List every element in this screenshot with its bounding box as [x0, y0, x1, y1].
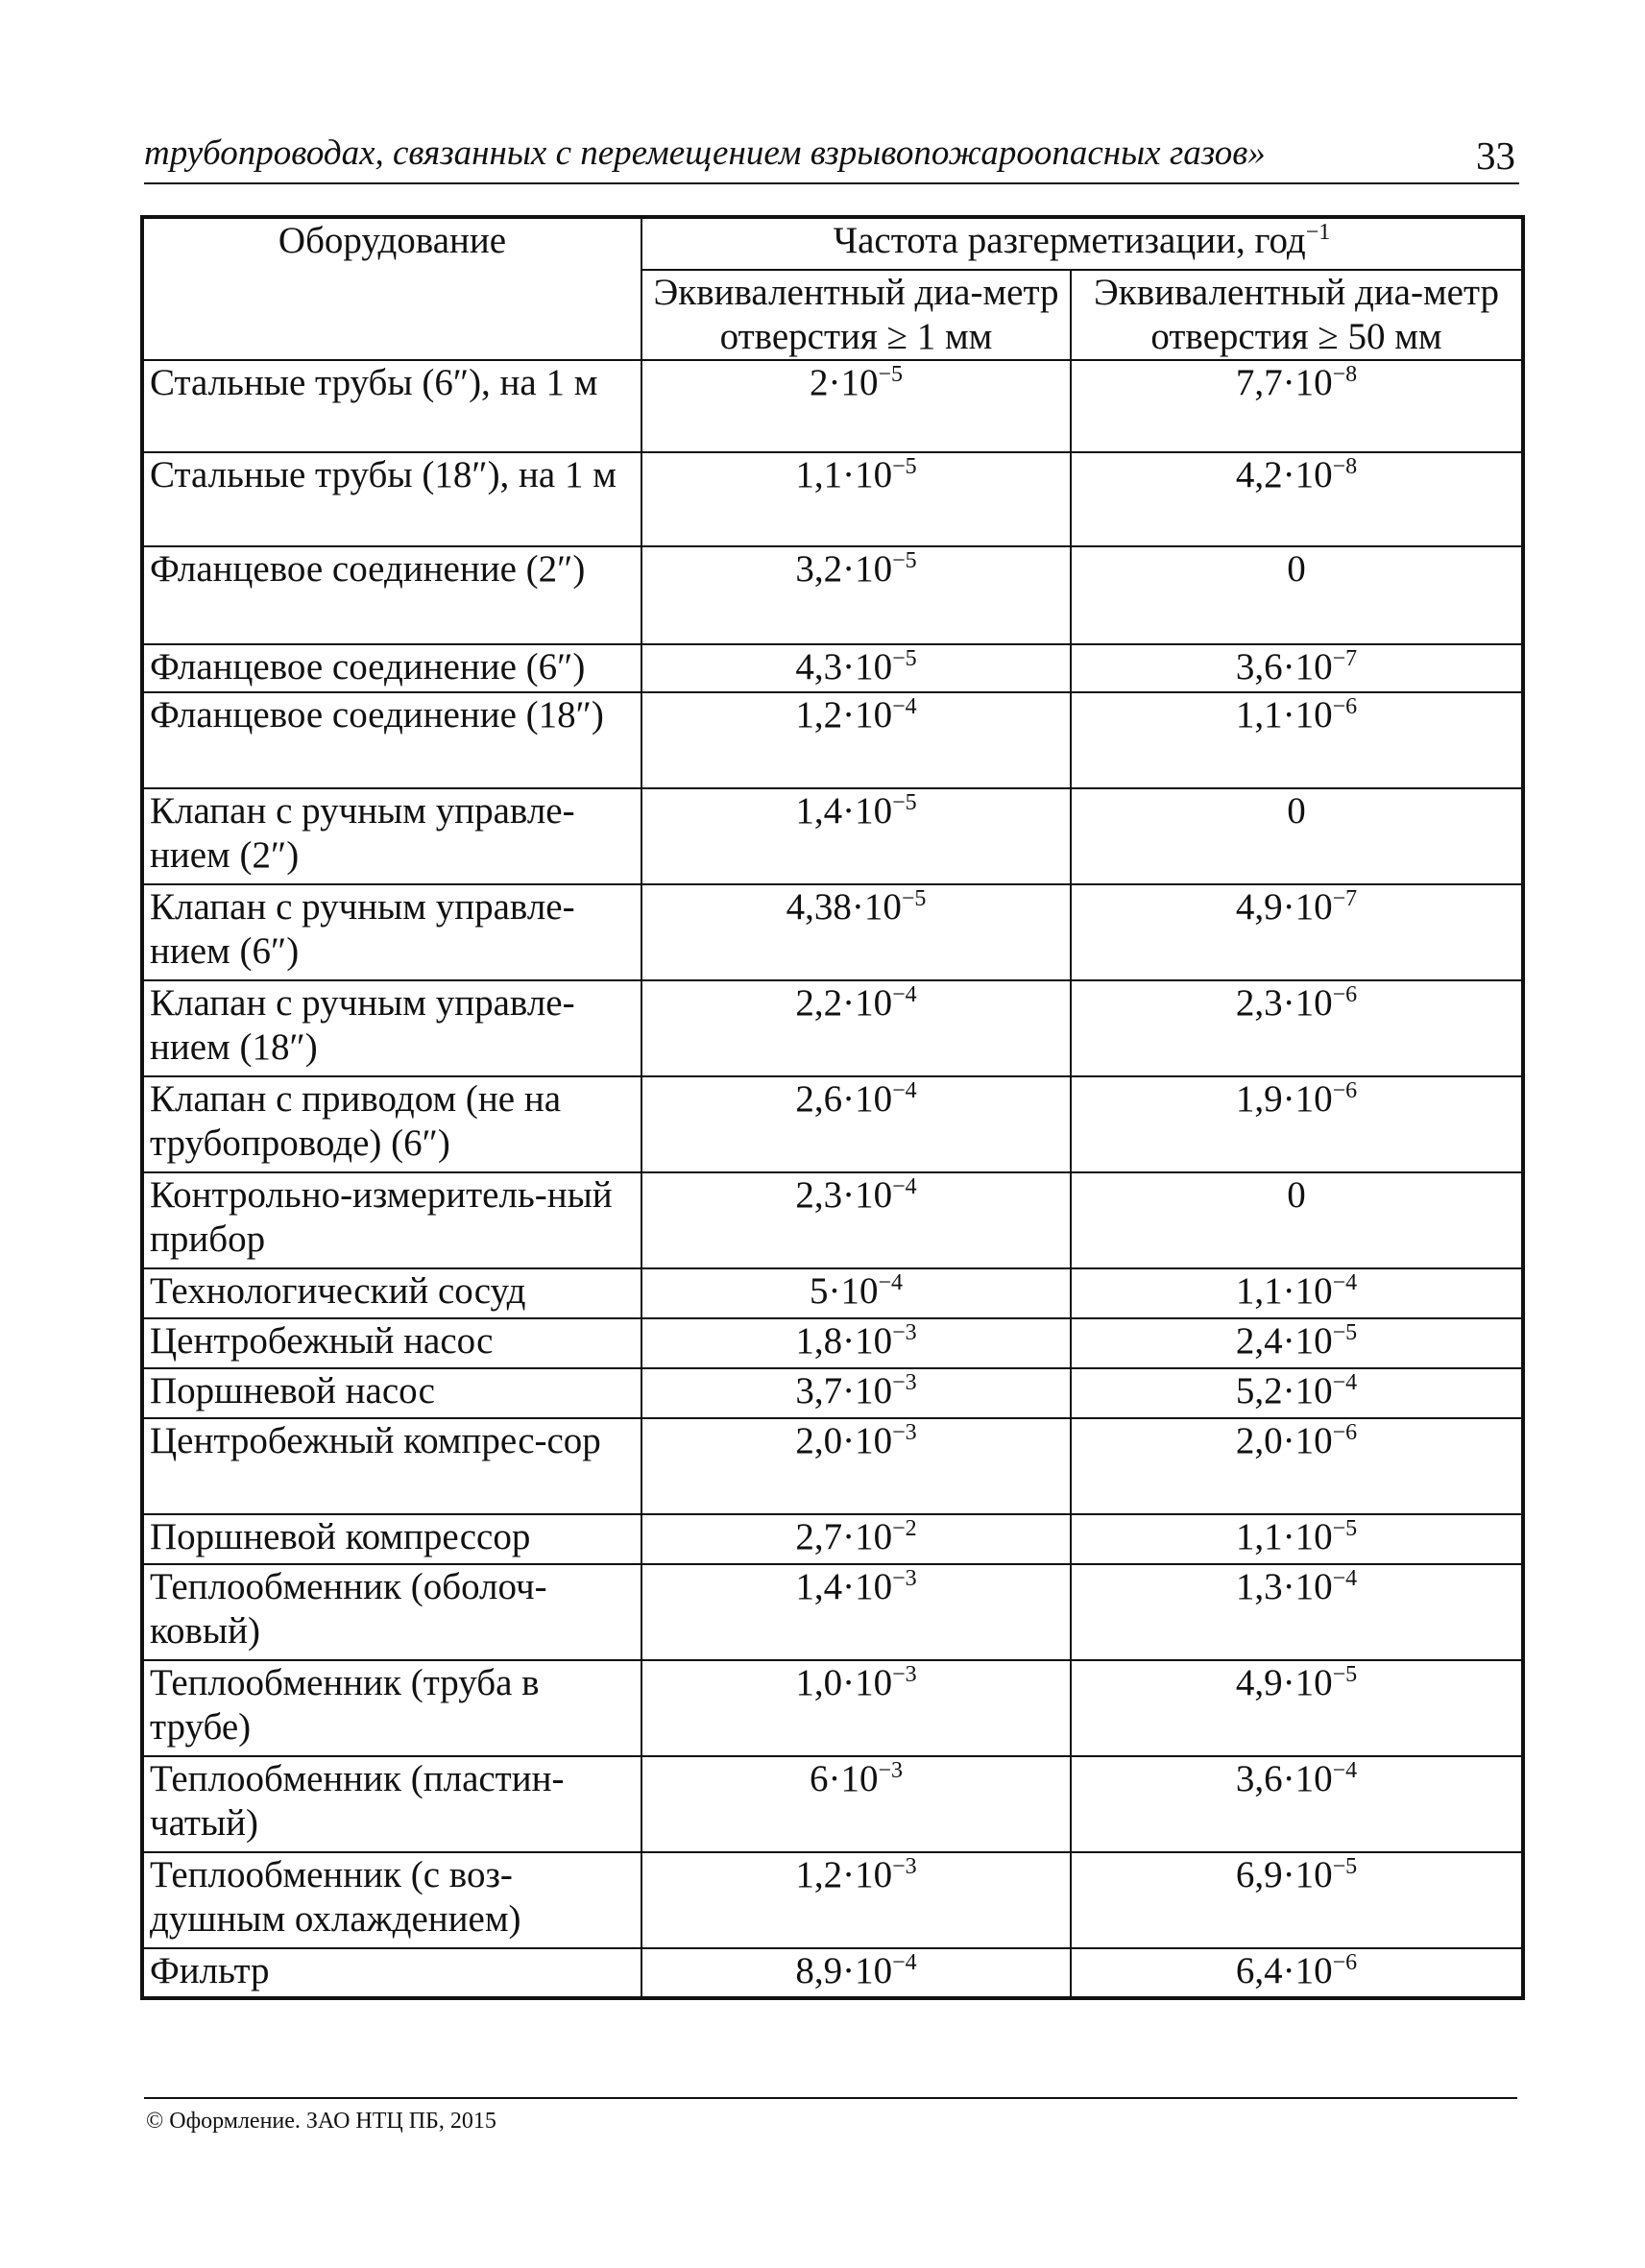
frequency-50mm-cell [1071, 980, 1523, 1076]
equipment-name-cell: Теплообменник (оболоч-ковый) [142, 1564, 641, 1660]
frequency-mantissa: 4,9·10 [1235, 1662, 1333, 1703]
frequency-mantissa: 4,3·10 [795, 646, 893, 688]
frequency-exponent: −4 [892, 1078, 917, 1103]
frequency-mantissa: 1,3·10 [1235, 1566, 1333, 1607]
frequency-exponent: −3 [892, 1662, 917, 1687]
equipment-name-cell: Фильтр [142, 1948, 641, 1998]
frequency-1mm-cell [641, 1318, 1071, 1368]
table-row [142, 1756, 1523, 1852]
frequency-exponent: −7 [1332, 646, 1358, 671]
frequency-exponent: −6 [1332, 1420, 1358, 1445]
frequency-exponent: −8 [1332, 454, 1358, 479]
frequency-50mm-cell [1071, 1514, 1523, 1564]
frequency-exponent: −3 [878, 1758, 904, 1783]
equipment-name-cell: Клапан с приводом (не на трубопроводе) (6″) [142, 1076, 641, 1172]
equipment-name-cell: Клапан с ручным управле-нием (6″) [142, 884, 641, 980]
frequency-mantissa: 4,9·10 [1235, 886, 1333, 928]
frequency-exponent: −4 [892, 982, 917, 1007]
frequency-exponent: −3 [892, 1370, 917, 1395]
frequency-mantissa: 2,7·10 [795, 1516, 893, 1557]
frequency-mantissa: 0 [1287, 790, 1306, 832]
frequency-mantissa: 8,9·10 [795, 1950, 893, 1991]
frequency-1mm-cell [641, 1852, 1071, 1948]
table-header-row [142, 217, 1523, 270]
frequency-50mm-cell [1071, 1564, 1523, 1660]
frequency-1mm-cell [641, 360, 1071, 452]
equipment-name-cell: Фланцевое соединение (6″) [142, 644, 641, 692]
frequency-exponent: −5 [892, 790, 917, 815]
leak-frequency-table [140, 215, 1525, 2000]
frequency-1mm-cell [641, 1756, 1071, 1852]
frequency-exponent: −5 [892, 646, 917, 671]
frequency-mantissa: 5·10 [809, 1270, 879, 1312]
table-row [142, 1268, 1523, 1318]
frequency-mantissa: 2,0·10 [795, 1420, 893, 1461]
frequency-mantissa: 3,7·10 [795, 1370, 893, 1411]
equipment-name-cell: Клапан с ручным управле-нием (2″) [142, 788, 641, 884]
equipment-name-cell: Стальные трубы (6″), на 1 м [142, 360, 641, 452]
frequency-exponent: −6 [1332, 982, 1358, 1007]
frequency-exponent: −4 [1332, 1370, 1358, 1395]
frequency-mantissa: 0 [1287, 548, 1306, 590]
frequency-1mm-cell [641, 692, 1071, 788]
table-row [142, 884, 1523, 980]
equipment-name-cell: Теплообменник (пластин-чатый) [142, 1756, 641, 1852]
frequency-1mm-cell [641, 1418, 1071, 1514]
frequency-exponent: −4 [1332, 1758, 1358, 1783]
frequency-1mm-cell [641, 1268, 1071, 1318]
page-number: 33 [1476, 133, 1515, 178]
table-row [142, 788, 1523, 884]
equipment-name-cell: Стальные трубы (18″), на 1 м [142, 452, 641, 546]
frequency-1mm-cell [641, 1076, 1071, 1172]
frequency-mantissa: 6·10 [809, 1758, 879, 1799]
column-header-frequency [641, 217, 1523, 270]
frequency-mantissa: 1,4·10 [795, 1566, 893, 1607]
frequency-1mm-cell [641, 644, 1071, 692]
table-row [142, 1948, 1523, 1998]
table-row [142, 644, 1523, 692]
column-header-diameter-50mm: Эквивалентный диа-метр отверстия ≥ 50 мм [1071, 270, 1523, 360]
frequency-1mm-cell [641, 1948, 1071, 1998]
table-row [142, 1418, 1523, 1514]
table-row [142, 546, 1523, 644]
frequency-mantissa: 2,4·10 [1235, 1320, 1333, 1362]
frequency-mantissa: 6,9·10 [1235, 1854, 1333, 1895]
frequency-mantissa: 1,1·10 [1235, 1270, 1333, 1312]
frequency-50mm-cell [1071, 1172, 1523, 1268]
footer-copyright: © Оформление. ЗАО НТЦ ПБ, 2015 [146, 2109, 496, 2134]
frequency-exponent: −5 [1332, 1662, 1358, 1687]
frequency-exponent: −2 [892, 1516, 917, 1541]
column-header-equipment: Оборудование [142, 217, 641, 360]
equipment-name-cell: Фланцевое соединение (2″) [142, 546, 641, 644]
frequency-exponent: −3 [892, 1420, 917, 1445]
frequency-50mm-cell [1071, 1268, 1523, 1318]
frequency-exponent: −3 [892, 1854, 917, 1879]
frequency-50mm-cell [1071, 1948, 1523, 1998]
frequency-50mm-cell [1071, 452, 1523, 546]
frequency-mantissa: 7,7·10 [1235, 362, 1333, 403]
frequency-50mm-cell [1071, 1852, 1523, 1948]
frequency-mantissa: 1,8·10 [795, 1320, 893, 1362]
equipment-name-cell: Фланцевое соединение (18″) [142, 692, 641, 788]
frequency-mantissa: 6,4·10 [1235, 1950, 1333, 1991]
frequency-mantissa: 2,2·10 [795, 982, 893, 1024]
frequency-mantissa: 1,9·10 [1235, 1078, 1333, 1120]
frequency-mantissa: 4,2·10 [1235, 454, 1333, 495]
table-row [142, 980, 1523, 1076]
frequency-50mm-cell [1071, 1076, 1523, 1172]
frequency-mantissa: 1,2·10 [795, 694, 893, 736]
table-row [142, 452, 1523, 546]
frequency-exponent: −6 [1332, 1078, 1358, 1103]
frequency-mantissa: 2,3·10 [795, 1174, 893, 1216]
frequency-50mm-cell [1071, 788, 1523, 884]
frequency-mantissa: 5,2·10 [1235, 1370, 1333, 1411]
table-row [142, 1076, 1523, 1172]
frequency-50mm-cell [1071, 1368, 1523, 1418]
frequency-mantissa: 2,3·10 [1235, 982, 1333, 1024]
frequency-1mm-cell [641, 1368, 1071, 1418]
equipment-name-cell: Поршневой насос [142, 1368, 641, 1418]
table-row [142, 1318, 1523, 1368]
column-header-diameter-1mm: Эквивалентный диа-метр отверстия ≥ 1 мм [641, 270, 1071, 360]
frequency-50mm-cell [1071, 1418, 1523, 1514]
table-row [142, 1564, 1523, 1660]
frequency-1mm-cell [641, 884, 1071, 980]
table-row [142, 1172, 1523, 1268]
frequency-mantissa: 3,6·10 [1235, 1758, 1333, 1799]
frequency-exponent: −5 [1332, 1516, 1358, 1541]
frequency-50mm-cell [1071, 1318, 1523, 1368]
frequency-mantissa: 4,38·10 [786, 886, 902, 928]
frequency-50mm-cell [1071, 1660, 1523, 1756]
frequency-mantissa: 3,6·10 [1235, 646, 1333, 688]
frequency-exponent: −4 [892, 1174, 917, 1199]
frequency-exponent: −4 [1332, 1270, 1358, 1295]
frequency-1mm-cell [641, 452, 1071, 546]
frequency-mantissa: 1,1·10 [795, 454, 893, 495]
frequency-1mm-cell [641, 788, 1071, 884]
frequency-exponent: −3 [892, 1566, 917, 1591]
frequency-exponent: −6 [1332, 694, 1358, 719]
frequency-exponent: −5 [1332, 1320, 1358, 1345]
running-head [144, 133, 1519, 184]
equipment-name-cell: Поршневой компрессор [142, 1514, 641, 1564]
frequency-50mm-cell [1071, 884, 1523, 980]
frequency-mantissa: 2·10 [809, 362, 879, 403]
table-body [142, 360, 1523, 1998]
frequency-exponent: −5 [892, 454, 917, 479]
equipment-name-cell: Технологический сосуд [142, 1268, 641, 1318]
frequency-1mm-cell [641, 1514, 1071, 1564]
frequency-1mm-cell [641, 1660, 1071, 1756]
frequency-exponent: −7 [1332, 886, 1358, 911]
frequency-50mm-cell [1071, 546, 1523, 644]
frequency-exponent: −5 [878, 362, 904, 387]
frequency-exponent: −5 [892, 548, 917, 573]
frequency-1mm-cell [641, 1564, 1071, 1660]
frequency-50mm-cell [1071, 644, 1523, 692]
table-row [142, 1660, 1523, 1756]
frequency-mantissa: 2,0·10 [1235, 1420, 1333, 1461]
frequency-exponent: −4 [1332, 1566, 1358, 1591]
column-header-frequency-exponent: −1 [1305, 220, 1331, 245]
table-row [142, 360, 1523, 452]
frequency-50mm-cell [1071, 1756, 1523, 1852]
frequency-exponent: −8 [1332, 362, 1358, 387]
frequency-1mm-cell [641, 980, 1071, 1076]
frequency-exponent: −5 [901, 886, 927, 911]
frequency-mantissa: 3,2·10 [795, 548, 893, 590]
frequency-1mm-cell [641, 546, 1071, 644]
equipment-name-cell: Теплообменник (с воз-душным охлаждением) [142, 1852, 641, 1948]
running-head-title: трубопроводах, связанных с перемещением взрывопожароопасных газов» [144, 133, 1266, 173]
equipment-name-cell: Центробежный компрес-сор [142, 1418, 641, 1514]
frequency-50mm-cell [1071, 360, 1523, 452]
frequency-1mm-cell [641, 1172, 1071, 1268]
frequency-exponent: −5 [1332, 1854, 1358, 1879]
equipment-name-cell: Теплообменник (труба в трубе) [142, 1660, 641, 1756]
frequency-mantissa: 1,1·10 [1235, 1516, 1333, 1557]
table-row [142, 1514, 1523, 1564]
frequency-50mm-cell [1071, 692, 1523, 788]
equipment-name-cell: Клапан с ручным управле-нием (18″) [142, 980, 641, 1076]
frequency-mantissa: 0 [1287, 1174, 1306, 1216]
frequency-mantissa: 1,1·10 [1235, 694, 1333, 736]
equipment-name-cell: Контрольно-измеритель-ный прибор [142, 1172, 641, 1268]
equipment-name-cell: Центробежный насос [142, 1318, 641, 1368]
table-row [142, 692, 1523, 788]
column-header-frequency-text: Частота разгерметизации, год [833, 220, 1306, 261]
frequency-mantissa: 2,6·10 [795, 1078, 893, 1120]
frequency-mantissa: 1,2·10 [795, 1854, 893, 1895]
frequency-mantissa: 1,4·10 [795, 790, 893, 832]
footer-divider [144, 2097, 1517, 2099]
frequency-exponent: −4 [878, 1270, 904, 1295]
frequency-exponent: −4 [892, 694, 917, 719]
frequency-exponent: −3 [892, 1320, 917, 1345]
table-row [142, 1852, 1523, 1948]
frequency-exponent: −4 [892, 1950, 917, 1975]
frequency-exponent: −6 [1332, 1950, 1358, 1975]
table-row [142, 1368, 1523, 1418]
frequency-mantissa: 1,0·10 [795, 1662, 893, 1703]
